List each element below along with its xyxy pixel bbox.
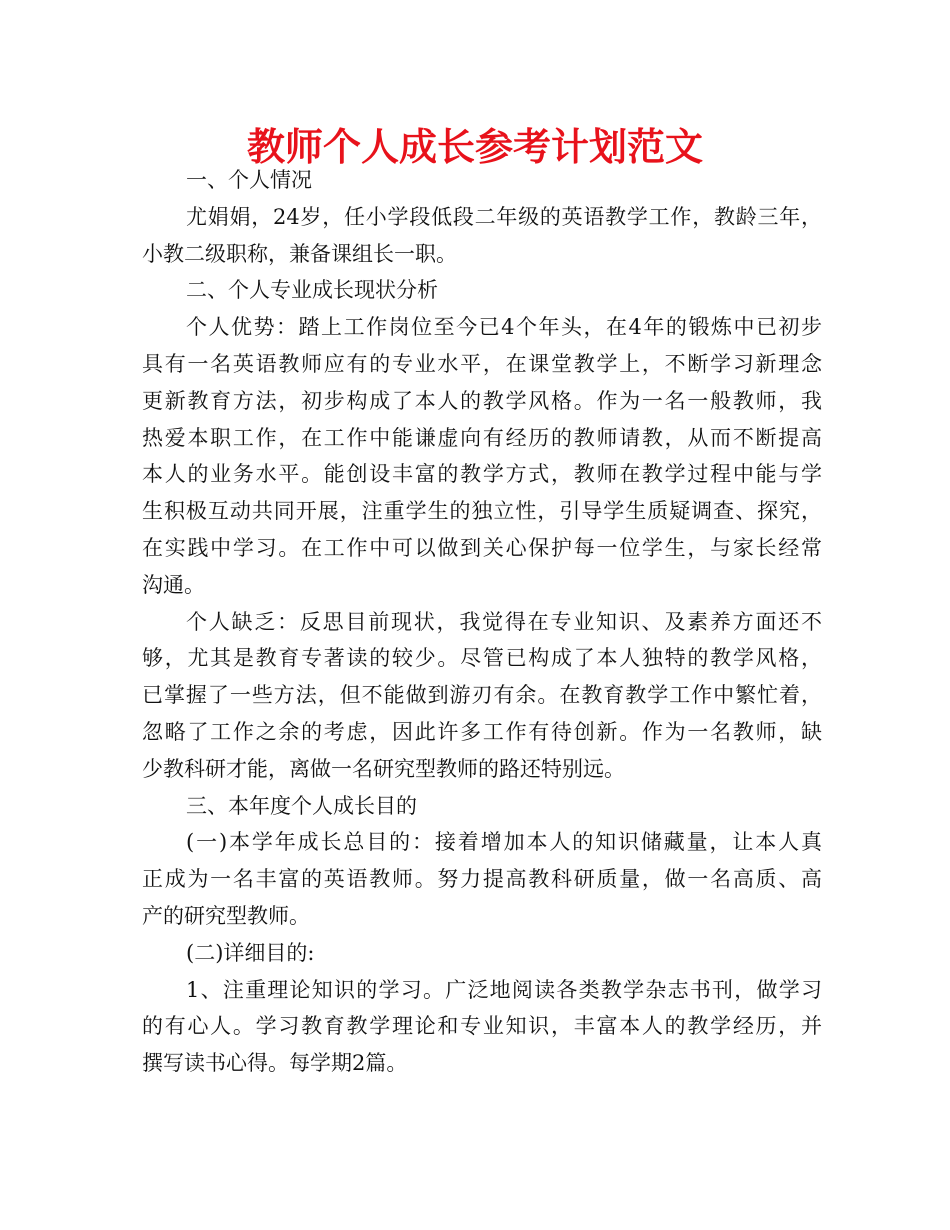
text-line: 少教科研才能，离做一名研究型教师的路还特别远。 (142, 756, 625, 781)
text-line: (一)本学年成长总目的：接着增加本人的知识储藏量，让本人真 (186, 830, 822, 855)
text-line: 撰写读书心得。每学期2篇。 (142, 1051, 408, 1076)
text-line: 生积极互动共同开展，注重学生的独立性，引导学生质疑调查、探究， (142, 499, 822, 524)
text-line: 热爱本职工作，在工作中能谦虚向有经历的教师请教，从而不断提高 (142, 425, 822, 450)
text-line: 个人缺乏：反思目前现状，我觉得在专业知识、及素养方面还不 (186, 609, 822, 634)
text-line: 的有心人。学习教育教学理论和专业知识，丰富本人的教学经历，并 (142, 1014, 822, 1039)
text-line: 具有一名英语教师应有的专业水平，在课堂教学上，不断学习新理念 (142, 351, 822, 376)
document-body (142, 162, 822, 1082)
text-line: 在实践中学习。在工作中可以做到关心保护每一位学生，与家长经常 (142, 535, 822, 560)
text-line: 沟通。 (142, 572, 205, 597)
text-line: 正成为一名丰富的英语教师。努力提高教科研质量，做一名高质、高 (142, 867, 822, 892)
text-line: 1、注重理论知识的学习。广泛地阅读各类教学杂志书刊，做学习 (186, 977, 822, 1002)
text-line: 已掌握了一些方法，但不能做到游刃有余。在教育教学工作中繁忙着， (142, 683, 822, 708)
text-line: 三、本年度个人成长目的 (186, 793, 417, 818)
text-line: (二)详细目的: (186, 940, 315, 965)
text-line: 产的研究型教师。 (142, 903, 310, 928)
text-line: 更新教育方法，初步构成了本人的教学风格。作为一名一般教师，我 (142, 388, 822, 413)
document-title: 教师个人成长参考计划范文 (246, 125, 703, 169)
text-line: 本人的业务水平。能创设丰富的教学方式，教师在教学过程中能与学 (142, 462, 822, 487)
text-line: 忽略了工作之余的考虑，因此许多工作有待创新。作为一名教师，缺 (142, 719, 822, 744)
text-line: 一、个人情况 (186, 168, 312, 192)
text-line: 个人优势：踏上工作岗位至今已4个年头，在4年的锻炼中已初步 (186, 315, 822, 340)
text-line: 够，尤其是教育专著读的较少。尽管已构成了本人独特的教学风格， (142, 646, 822, 671)
text-line: 尤娟娟，24岁，任小学段低段二年级的英语教学工作，教龄三年， (186, 204, 822, 229)
text-line: 小教二级职称，兼备课组长一职。 (142, 241, 457, 266)
text-line: 二、个人专业成长现状分析 (186, 278, 438, 303)
